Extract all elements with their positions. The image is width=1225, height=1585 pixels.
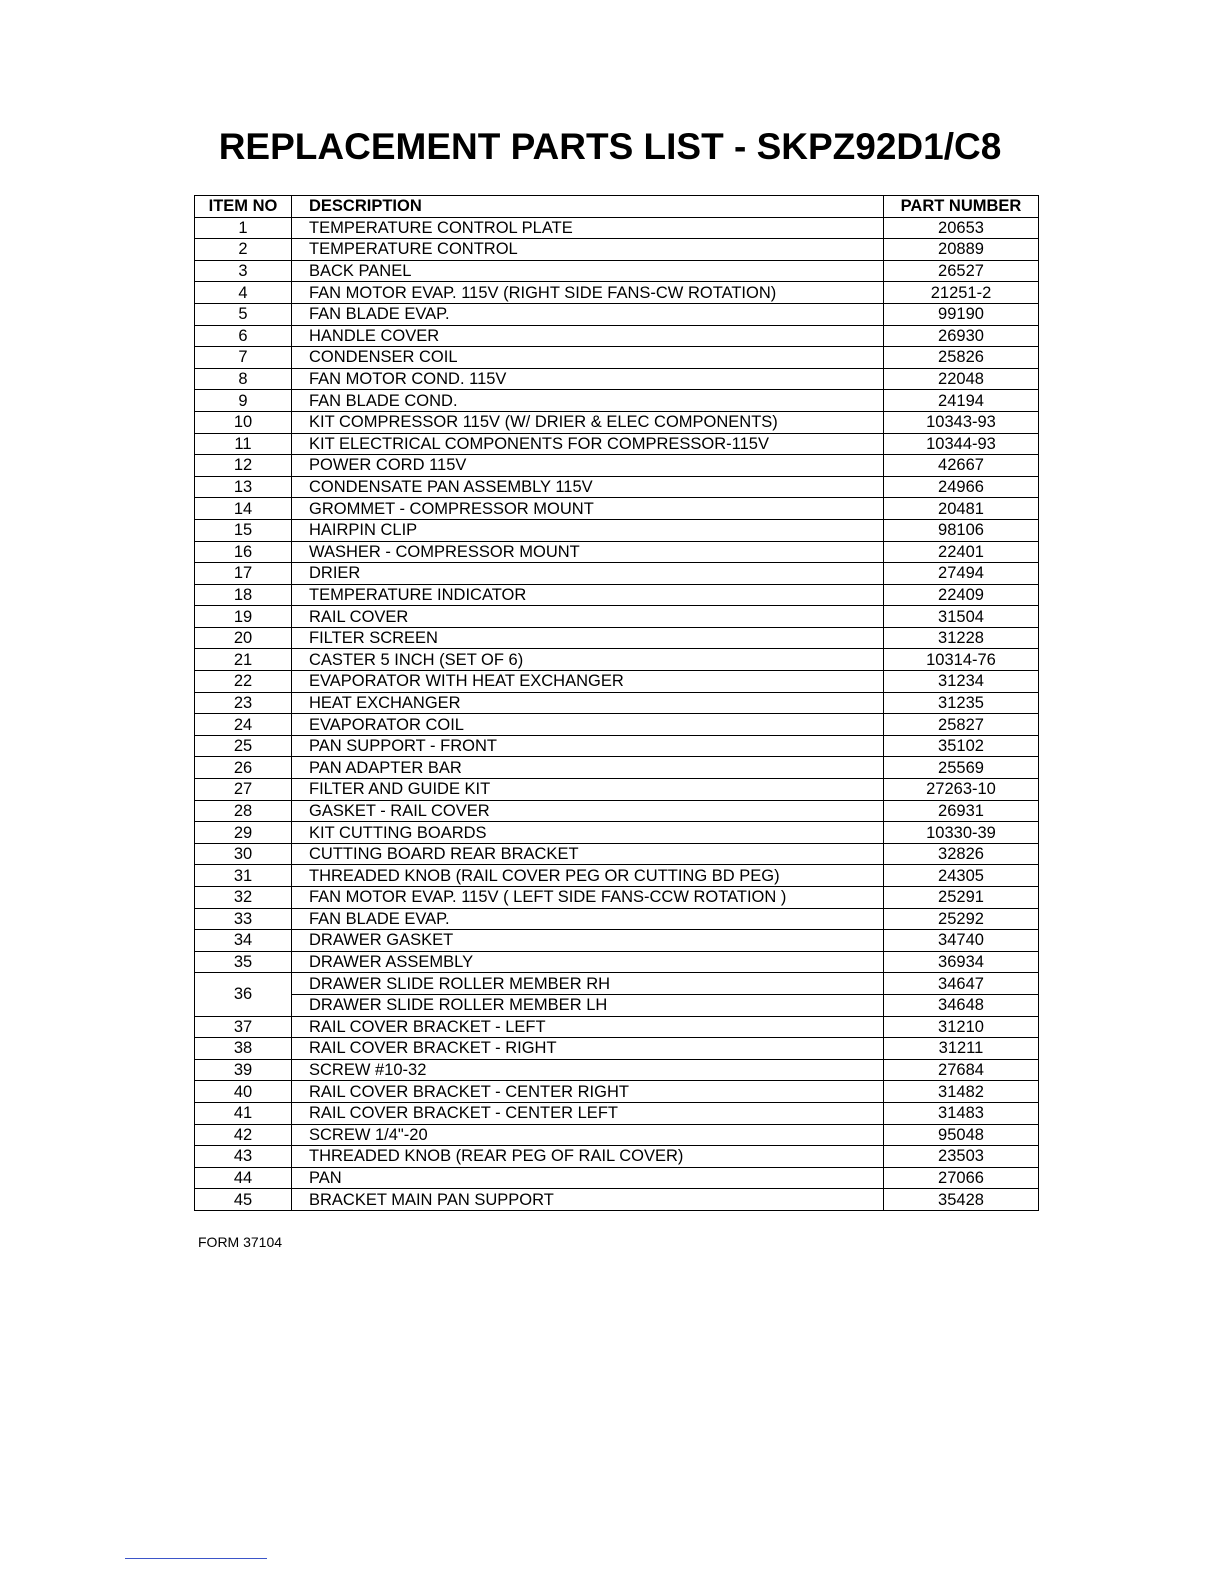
table-row xyxy=(195,239,1039,261)
item-number-cell: 6 xyxy=(195,325,292,347)
part-number-cell: 25826 xyxy=(884,347,1039,369)
table-row xyxy=(195,519,1039,541)
table-row xyxy=(195,368,1039,390)
description-cell: DRAWER GASKET xyxy=(292,930,884,952)
description-cell: THREADED KNOB (RAIL COVER PEG OR CUTTING BD PEG) xyxy=(292,865,884,887)
item-number-cell: 9 xyxy=(195,390,292,412)
item-number-cell: 12 xyxy=(195,455,292,477)
table-row xyxy=(195,606,1039,628)
table-row xyxy=(195,217,1039,239)
part-number-cell: 25569 xyxy=(884,757,1039,779)
table-row xyxy=(195,260,1039,282)
description-cell: FAN BLADE EVAP. xyxy=(292,908,884,930)
part-number-cell: 31210 xyxy=(884,1016,1039,1038)
description-cell: TEMPERATURE CONTROL PLATE xyxy=(292,217,884,239)
table-row xyxy=(195,1102,1039,1124)
item-number-cell: 11 xyxy=(195,433,292,455)
description-cell: FAN BLADE EVAP. xyxy=(292,303,884,325)
description-cell: RAIL COVER BRACKET - CENTER LEFT xyxy=(292,1102,884,1124)
item-number-cell: 35 xyxy=(195,951,292,973)
form-number: FORM 37104 xyxy=(198,1234,283,1250)
part-number-cell: 31228 xyxy=(884,627,1039,649)
item-number-cell: 23 xyxy=(195,692,292,714)
description-cell: RAIL COVER BRACKET - CENTER RIGHT xyxy=(292,1081,884,1103)
table-row xyxy=(195,1016,1039,1038)
header-item-no: ITEM NO xyxy=(195,196,292,218)
description-cell: KIT CUTTING BOARDS xyxy=(292,822,884,844)
table-row xyxy=(195,498,1039,520)
table-row xyxy=(195,887,1039,909)
part-number-cell: 31235 xyxy=(884,692,1039,714)
part-number-cell: 25291 xyxy=(884,887,1039,909)
table-row xyxy=(195,1124,1039,1146)
table-row xyxy=(195,627,1039,649)
description-cell: CONDENSER COIL xyxy=(292,347,884,369)
description-cell: PAN ADAPTER BAR xyxy=(292,757,884,779)
description-cell: SCREW #10-32 xyxy=(292,1059,884,1081)
part-number-cell: 36934 xyxy=(884,951,1039,973)
part-number-cell: 42667 xyxy=(884,455,1039,477)
item-number-cell: 34 xyxy=(195,930,292,952)
item-number-cell: 8 xyxy=(195,368,292,390)
item-number-cell: 39 xyxy=(195,1059,292,1081)
table-row xyxy=(195,973,1039,995)
description-cell: HANDLE COVER xyxy=(292,325,884,347)
table-row xyxy=(195,1038,1039,1060)
table-row xyxy=(195,433,1039,455)
description-cell: CASTER 5 INCH (SET OF 6) xyxy=(292,649,884,671)
description-cell: FAN MOTOR COND. 115V xyxy=(292,368,884,390)
item-number-cell: 17 xyxy=(195,563,292,585)
parts-table xyxy=(194,195,1039,1211)
description-cell: EVAPORATOR WITH HEAT EXCHANGER xyxy=(292,671,884,693)
item-number-cell: 14 xyxy=(195,498,292,520)
table-row xyxy=(195,649,1039,671)
item-number-cell: 1 xyxy=(195,217,292,239)
part-number-cell: 34648 xyxy=(884,994,1039,1016)
item-number-cell: 10 xyxy=(195,411,292,433)
table-row xyxy=(195,1146,1039,1168)
part-number-cell: 95048 xyxy=(884,1124,1039,1146)
table-row xyxy=(195,714,1039,736)
table-row xyxy=(195,563,1039,585)
part-number-cell: 10330-39 xyxy=(884,822,1039,844)
part-number-cell: 31234 xyxy=(884,671,1039,693)
item-number-cell: 40 xyxy=(195,1081,292,1103)
description-cell: RAIL COVER BRACKET - RIGHT xyxy=(292,1038,884,1060)
table-row xyxy=(195,800,1039,822)
table-row xyxy=(195,951,1039,973)
description-cell: DRAWER SLIDE ROLLER MEMBER RH xyxy=(292,973,884,995)
table-row xyxy=(195,390,1039,412)
item-number-cell: 16 xyxy=(195,541,292,563)
part-number-cell: 31482 xyxy=(884,1081,1039,1103)
description-cell: POWER CORD 115V xyxy=(292,455,884,477)
part-number-cell: 20481 xyxy=(884,498,1039,520)
part-number-cell: 99190 xyxy=(884,303,1039,325)
table-row xyxy=(195,735,1039,757)
description-cell: CUTTING BOARD REAR BRACKET xyxy=(292,843,884,865)
part-number-cell: 10343-93 xyxy=(884,411,1039,433)
part-number-cell: 27494 xyxy=(884,563,1039,585)
description-cell: BRACKET MAIN PAN SUPPORT xyxy=(292,1189,884,1211)
description-cell: PAN xyxy=(292,1167,884,1189)
table-row xyxy=(195,908,1039,930)
part-number-cell: 35428 xyxy=(884,1189,1039,1211)
description-cell: SCREW 1/4"-20 xyxy=(292,1124,884,1146)
table-row xyxy=(195,671,1039,693)
description-cell: KIT COMPRESSOR 115V (W/ DRIER & ELEC COMPONENTS) xyxy=(292,411,884,433)
part-number-cell: 22409 xyxy=(884,584,1039,606)
item-number-cell: 26 xyxy=(195,757,292,779)
table-row xyxy=(195,865,1039,887)
table-row xyxy=(195,692,1039,714)
item-number-cell: 24 xyxy=(195,714,292,736)
part-number-cell: 22401 xyxy=(884,541,1039,563)
item-number-cell: 7 xyxy=(195,347,292,369)
table-row xyxy=(195,757,1039,779)
part-number-cell: 25827 xyxy=(884,714,1039,736)
description-cell: BACK PANEL xyxy=(292,260,884,282)
item-number-cell: 30 xyxy=(195,843,292,865)
item-number-cell: 5 xyxy=(195,303,292,325)
item-number-cell: 22 xyxy=(195,671,292,693)
part-number-cell: 31504 xyxy=(884,606,1039,628)
item-number-cell: 25 xyxy=(195,735,292,757)
part-number-cell: 26527 xyxy=(884,260,1039,282)
item-number-cell: 36 xyxy=(195,973,292,1016)
part-number-cell: 34740 xyxy=(884,930,1039,952)
table-row xyxy=(195,411,1039,433)
item-number-cell: 18 xyxy=(195,584,292,606)
description-cell: FAN BLADE COND. xyxy=(292,390,884,412)
table-row xyxy=(195,476,1039,498)
part-number-cell: 21251-2 xyxy=(884,282,1039,304)
description-cell: FAN MOTOR EVAP. 115V (RIGHT SIDE FANS-CW ROTATION) xyxy=(292,282,884,304)
description-cell: DRAWER ASSEMBLY xyxy=(292,951,884,973)
table-row xyxy=(195,584,1039,606)
description-cell: EVAPORATOR COIL xyxy=(292,714,884,736)
description-cell: THREADED KNOB (REAR PEG OF RAIL COVER) xyxy=(292,1146,884,1168)
part-number-cell: 31483 xyxy=(884,1102,1039,1124)
page-title: REPLACEMENT PARTS LIST - SKPZ92D1/C8 xyxy=(218,126,1002,167)
item-number-cell: 32 xyxy=(195,887,292,909)
item-number-cell: 15 xyxy=(195,519,292,541)
table-row xyxy=(195,930,1039,952)
description-cell: HAIRPIN CLIP xyxy=(292,519,884,541)
table-row xyxy=(195,822,1039,844)
part-number-cell: 20889 xyxy=(884,239,1039,261)
description-cell: GROMMET - COMPRESSOR MOUNT xyxy=(292,498,884,520)
part-number-cell: 22048 xyxy=(884,368,1039,390)
item-number-cell: 19 xyxy=(195,606,292,628)
item-number-cell: 42 xyxy=(195,1124,292,1146)
item-number-cell: 2 xyxy=(195,239,292,261)
item-number-cell: 4 xyxy=(195,282,292,304)
table-row xyxy=(195,347,1039,369)
parts-table-body xyxy=(195,217,1039,1210)
description-cell: FILTER AND GUIDE KIT xyxy=(292,779,884,801)
item-number-cell: 33 xyxy=(195,908,292,930)
part-number-cell: 27263-10 xyxy=(884,779,1039,801)
table-row xyxy=(195,994,1039,1016)
description-cell: GASKET - RAIL COVER xyxy=(292,800,884,822)
item-number-cell: 31 xyxy=(195,865,292,887)
part-number-cell: 26931 xyxy=(884,800,1039,822)
item-number-cell: 13 xyxy=(195,476,292,498)
table-header-row xyxy=(195,196,1039,218)
part-number-cell: 32826 xyxy=(884,843,1039,865)
description-cell: TEMPERATURE INDICATOR xyxy=(292,584,884,606)
table-row xyxy=(195,1189,1039,1211)
table-row xyxy=(195,541,1039,563)
item-number-cell: 43 xyxy=(195,1146,292,1168)
description-cell: FAN MOTOR EVAP. 115V ( LEFT SIDE FANS-CCW ROTATION ) xyxy=(292,887,884,909)
item-number-cell: 3 xyxy=(195,260,292,282)
item-number-cell: 29 xyxy=(195,822,292,844)
description-cell: CONDENSATE PAN ASSEMBLY 115V xyxy=(292,476,884,498)
table-row xyxy=(195,1081,1039,1103)
table-row xyxy=(195,303,1039,325)
header-description: DESCRIPTION xyxy=(292,196,884,218)
table-row xyxy=(195,455,1039,477)
item-number-cell: 38 xyxy=(195,1038,292,1060)
item-number-cell: 21 xyxy=(195,649,292,671)
header-part-number: PART NUMBER xyxy=(884,196,1039,218)
description-cell: KIT ELECTRICAL COMPONENTS FOR COMPRESSOR-115V xyxy=(292,433,884,455)
part-number-cell: 35102 xyxy=(884,735,1039,757)
part-number-cell: 24194 xyxy=(884,390,1039,412)
description-cell: WASHER - COMPRESSOR MOUNT xyxy=(292,541,884,563)
description-cell: PAN SUPPORT - FRONT xyxy=(292,735,884,757)
item-number-cell: 44 xyxy=(195,1167,292,1189)
description-cell: FILTER SCREEN xyxy=(292,627,884,649)
table-row xyxy=(195,282,1039,304)
part-number-cell: 24966 xyxy=(884,476,1039,498)
part-number-cell: 98106 xyxy=(884,519,1039,541)
table-row xyxy=(195,325,1039,347)
part-number-cell: 10314-76 xyxy=(884,649,1039,671)
description-cell: DRIER xyxy=(292,563,884,585)
part-number-cell: 27066 xyxy=(884,1167,1039,1189)
description-cell: TEMPERATURE CONTROL xyxy=(292,239,884,261)
description-cell: DRAWER SLIDE ROLLER MEMBER LH xyxy=(292,994,884,1016)
table-row xyxy=(195,1167,1039,1189)
description-cell: RAIL COVER BRACKET - LEFT xyxy=(292,1016,884,1038)
part-number-cell: 31211 xyxy=(884,1038,1039,1060)
part-number-cell: 10344-93 xyxy=(884,433,1039,455)
part-number-cell: 26930 xyxy=(884,325,1039,347)
item-number-cell: 20 xyxy=(195,627,292,649)
table-row xyxy=(195,1059,1039,1081)
link-underline xyxy=(125,1558,267,1559)
description-cell: HEAT EXCHANGER xyxy=(292,692,884,714)
item-number-cell: 41 xyxy=(195,1102,292,1124)
part-number-cell: 23503 xyxy=(884,1146,1039,1168)
part-number-cell: 27684 xyxy=(884,1059,1039,1081)
item-number-cell: 27 xyxy=(195,779,292,801)
table-row xyxy=(195,779,1039,801)
description-cell: RAIL COVER xyxy=(292,606,884,628)
part-number-cell: 25292 xyxy=(884,908,1039,930)
part-number-cell: 20653 xyxy=(884,217,1039,239)
item-number-cell: 28 xyxy=(195,800,292,822)
item-number-cell: 37 xyxy=(195,1016,292,1038)
part-number-cell: 34647 xyxy=(884,973,1039,995)
item-number-cell: 45 xyxy=(195,1189,292,1211)
part-number-cell: 24305 xyxy=(884,865,1039,887)
table-row xyxy=(195,843,1039,865)
